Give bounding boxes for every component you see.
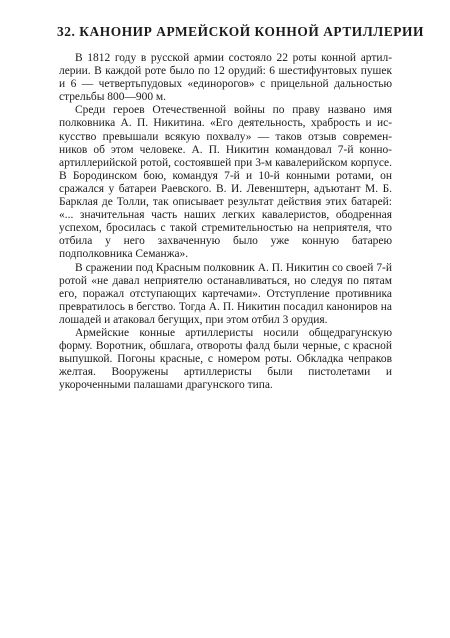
body-text: [59, 52, 392, 392]
paragraph-3: В сражении под Красным полковник А. П. Никитин со своей 7-й ротой «не давал неприятелю останавливаться, но следуя по пятам его, поражал отступающих картечами». Отступление противника превратилось в бегство. Тогда А. П. Никитин посадил канониров на лошадей и атаковал бегущих, при этом отбил 3 орудия.: [59, 261, 392, 326]
paragraph-1: В 1812 году в русской армии состояло 22 роты конной артиллерии. В каждой роте было по 12 орудий: 6 шестифунтовых пушек и 6 — четвертьпудовых «единорогов» с прицельной дальностью стрельбы 800—900 м.: [59, 52, 392, 104]
paragraph-4: Армейские конные артиллеристы носили общедрагунскую форму. Воротник, обшлага, отвороты фалд были черные, с красной выпушкой. Погоны красные, с номером роты. Обкладка чепраков желтая. Вооружены артиллеристы были пистолетами и укороченными палашами драгунского типа.: [59, 326, 392, 392]
paragraph-2: Среди героев Отечественной войны по праву названо имя полковника А. П. Никитина. «Его деятельность, храбрость и искусство превышали всякую похвалу» — таков отзыв современников об этом человеке. А. П. Никитин командовал 7-й конно-артиллерийской ротой, состоявшей при 3-м кавалерийском корпусе. В Бородинском бою, командуя 7-й и 10-й конными ротами, он сражался у батареи Раевского. В. И. Левенштерн, адъютант М. Б. Барклая де Толли, так описывает результат действия этих батарей: «... значительная часть наших легких кавалеристов, ободренная успехом, бросилась с такой стремительностью на неприятеля, что отбила у него захваченную было уже конную батарею подполковника Семанжа».: [59, 104, 392, 261]
page-title: 32. КАНОНИР АРМЕЙСКОЙ КОННОЙ АРТИЛЛЕРИИ: [57, 24, 424, 39]
